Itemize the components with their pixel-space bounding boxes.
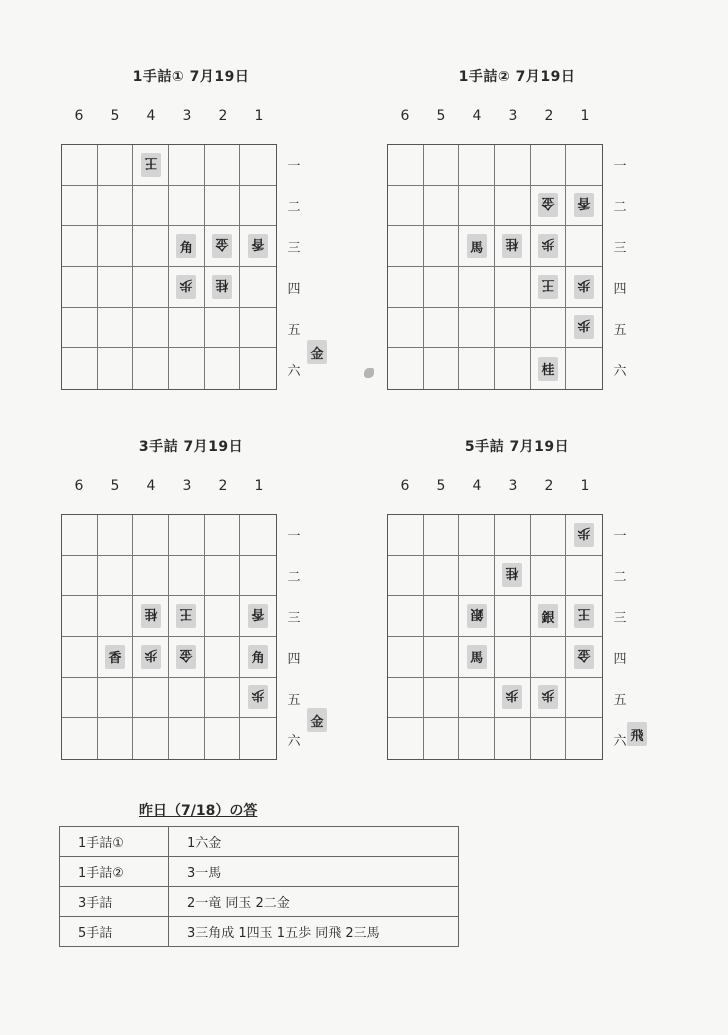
board-square <box>459 515 495 556</box>
board-square <box>169 348 205 389</box>
answer-row <box>60 827 459 857</box>
board-square <box>531 718 567 759</box>
board-square <box>169 308 205 349</box>
shogi-piece: 金 <box>574 645 594 669</box>
board-square <box>169 637 205 678</box>
shogi-piece: 桂 <box>212 275 232 299</box>
board-square <box>424 267 460 308</box>
board-square <box>62 718 98 759</box>
board-square <box>133 515 169 556</box>
answer-row <box>60 917 459 947</box>
board-square <box>495 226 531 267</box>
board-square <box>205 145 241 186</box>
board-square <box>566 348 602 389</box>
board-square <box>531 348 567 389</box>
board-square <box>566 186 602 227</box>
shogi-piece: 銀 <box>467 604 487 628</box>
board-square <box>240 308 276 349</box>
board-square <box>98 267 134 308</box>
board-square <box>62 186 98 227</box>
board-square <box>495 348 531 389</box>
column-number: 3 <box>508 478 518 494</box>
problem-title: 1手詰① 7月19日 <box>132 69 250 85</box>
row-number: 四 <box>613 652 627 667</box>
board-square <box>424 596 460 637</box>
board-square <box>388 678 424 719</box>
shogi-piece: 歩 <box>176 275 196 299</box>
board-square <box>62 596 98 637</box>
answer-moves: 1六金 <box>169 827 459 857</box>
answer-label: 1手詰① <box>60 827 169 857</box>
board-square <box>495 308 531 349</box>
board-square <box>133 556 169 597</box>
board-square <box>133 718 169 759</box>
column-number: 6 <box>74 478 84 494</box>
shogi-piece: 桂 <box>502 234 522 258</box>
board-square <box>240 718 276 759</box>
board-square <box>62 308 98 349</box>
column-number: 1 <box>580 108 590 124</box>
board-square <box>169 515 205 556</box>
board-square <box>205 596 241 637</box>
shogi-piece: 王 <box>141 153 161 177</box>
shogi-piece: 香 <box>248 604 268 628</box>
shogi-piece: 歩 <box>141 645 161 669</box>
board-square <box>531 186 567 227</box>
board-square <box>495 556 531 597</box>
board-square <box>566 267 602 308</box>
board-square <box>240 678 276 719</box>
board-square <box>240 145 276 186</box>
board-square <box>169 556 205 597</box>
board-square <box>388 718 424 759</box>
row-number: 四 <box>287 652 301 667</box>
board-square <box>424 186 460 227</box>
answer-label: 1手詰② <box>60 857 169 887</box>
column-numbers <box>387 108 603 126</box>
answers-table <box>59 826 459 947</box>
row-number: 六 <box>613 364 627 379</box>
board-square <box>424 718 460 759</box>
board-square <box>424 348 460 389</box>
shogi-piece: 桂 <box>538 357 558 381</box>
board-square <box>566 556 602 597</box>
board-square <box>388 308 424 349</box>
board-square <box>240 186 276 227</box>
board-square <box>531 637 567 678</box>
piece-in-hand: 飛 <box>627 722 647 746</box>
board-square <box>531 515 567 556</box>
column-number: 3 <box>508 108 518 124</box>
answer-label: 3手詰 <box>60 887 169 917</box>
board-square <box>205 556 241 597</box>
board-square <box>531 145 567 186</box>
row-number: 二 <box>613 570 627 585</box>
row-number: 四 <box>287 282 301 297</box>
shogi-piece: 銀 <box>538 604 558 628</box>
board-square <box>205 637 241 678</box>
board-square <box>62 637 98 678</box>
board-square <box>169 226 205 267</box>
column-number: 5 <box>110 478 120 494</box>
board-square <box>388 186 424 227</box>
board-square <box>495 637 531 678</box>
row-number: 二 <box>613 200 627 215</box>
board-square <box>459 226 495 267</box>
shogi-piece: 桂 <box>502 563 522 587</box>
shogi-piece: 歩 <box>574 315 594 339</box>
board-square <box>62 226 98 267</box>
board-square <box>424 145 460 186</box>
board-square <box>205 515 241 556</box>
board-square <box>205 348 241 389</box>
board-square <box>169 678 205 719</box>
column-number: 2 <box>544 478 554 494</box>
board-square <box>388 515 424 556</box>
board-square <box>459 267 495 308</box>
board-square <box>566 145 602 186</box>
column-number: 6 <box>400 478 410 494</box>
board-square <box>566 678 602 719</box>
column-numbers <box>61 478 277 496</box>
shogi-piece: 香 <box>574 193 594 217</box>
board-square <box>169 145 205 186</box>
board-square <box>424 308 460 349</box>
row-number: 一 <box>287 529 301 544</box>
board-square <box>133 637 169 678</box>
shogi-piece: 王 <box>176 604 196 628</box>
row-number: 三 <box>613 241 627 256</box>
board-square <box>424 556 460 597</box>
board-square <box>459 556 495 597</box>
board-square <box>388 226 424 267</box>
column-number: 3 <box>182 108 192 124</box>
board-square <box>459 637 495 678</box>
column-number: 4 <box>472 108 482 124</box>
board-square <box>62 515 98 556</box>
board-square <box>388 556 424 597</box>
column-number: 5 <box>436 108 446 124</box>
board-square <box>133 267 169 308</box>
board-square <box>459 718 495 759</box>
board-square <box>240 515 276 556</box>
answer-row <box>60 857 459 887</box>
board-square <box>98 637 134 678</box>
board-square <box>98 145 134 186</box>
row-numbers <box>283 514 305 760</box>
shogi-piece: 桂 <box>141 604 161 628</box>
row-number: 三 <box>613 611 627 626</box>
row-number: 二 <box>287 200 301 215</box>
problem-title: 3手詰 7月19日 <box>138 439 244 455</box>
shogi-piece: 歩 <box>248 685 268 709</box>
row-number: 五 <box>613 323 627 338</box>
board-square <box>566 596 602 637</box>
board-square <box>388 348 424 389</box>
row-number: 三 <box>287 611 301 626</box>
board-square <box>495 596 531 637</box>
shogi-piece: 香 <box>105 645 125 669</box>
shogi-piece: 角 <box>248 645 268 669</box>
board-square <box>531 226 567 267</box>
shogi-piece: 金 <box>212 234 232 258</box>
shogi-piece: 歩 <box>574 523 594 547</box>
board-square <box>205 186 241 227</box>
shogi-piece: 角 <box>176 234 196 258</box>
board-square <box>495 267 531 308</box>
row-number: 六 <box>287 734 301 749</box>
piece-in-hand: 金 <box>307 708 327 732</box>
board-square <box>133 348 169 389</box>
board-square <box>169 596 205 637</box>
board-square <box>424 226 460 267</box>
board-square <box>205 267 241 308</box>
board-square <box>240 226 276 267</box>
row-number: 二 <box>287 570 301 585</box>
board-square <box>388 637 424 678</box>
shogi-piece: 馬 <box>467 645 487 669</box>
answer-moves: 2一竜 同玉 2二金 <box>169 887 459 917</box>
row-number: 一 <box>287 159 301 174</box>
board-square <box>62 348 98 389</box>
problem-title: 1手詰② 7月19日 <box>458 69 576 85</box>
board-square <box>388 145 424 186</box>
column-numbers <box>387 478 603 496</box>
column-number: 1 <box>580 478 590 494</box>
board-square <box>62 145 98 186</box>
answers-title: 昨日（7/18）の答 <box>139 803 258 819</box>
row-number: 五 <box>287 693 301 708</box>
row-numbers <box>609 144 631 390</box>
board-square <box>459 186 495 227</box>
board-square <box>205 678 241 719</box>
problem-title: 5手詰 7月19日 <box>464 439 570 455</box>
board-square <box>495 718 531 759</box>
board-square <box>62 678 98 719</box>
board-square <box>531 678 567 719</box>
board-square <box>205 226 241 267</box>
board-square <box>98 226 134 267</box>
row-number: 一 <box>613 529 627 544</box>
column-number: 4 <box>472 478 482 494</box>
answer-moves: 3一馬 <box>169 857 459 887</box>
board-square <box>98 186 134 227</box>
column-number: 3 <box>182 478 192 494</box>
board-square <box>495 678 531 719</box>
board-square <box>205 308 241 349</box>
shogi-piece: 金 <box>538 193 558 217</box>
column-number: 2 <box>218 478 228 494</box>
column-number: 4 <box>146 478 156 494</box>
row-number: 六 <box>287 364 301 379</box>
board-square <box>424 637 460 678</box>
board-square <box>62 556 98 597</box>
row-number: 五 <box>613 693 627 708</box>
board-square <box>169 718 205 759</box>
row-number: 四 <box>613 282 627 297</box>
board-square <box>240 596 276 637</box>
board-square <box>240 267 276 308</box>
board-square <box>495 186 531 227</box>
board-square <box>240 637 276 678</box>
board-square <box>133 145 169 186</box>
board-square <box>133 596 169 637</box>
shogi-piece: 歩 <box>538 685 558 709</box>
answer-label: 5手詰 <box>60 917 169 947</box>
board-square <box>566 637 602 678</box>
board-square <box>424 678 460 719</box>
board-square <box>424 515 460 556</box>
shogi-piece: 金 <box>176 645 196 669</box>
board-square <box>62 267 98 308</box>
shogi-piece: 歩 <box>538 234 558 258</box>
column-numbers <box>61 108 277 126</box>
board-square <box>98 596 134 637</box>
board-square <box>566 718 602 759</box>
board-square <box>495 145 531 186</box>
shogi-piece: 王 <box>538 275 558 299</box>
column-number: 2 <box>218 108 228 124</box>
column-number: 6 <box>74 108 84 124</box>
board-square <box>169 267 205 308</box>
shogi-piece: 王 <box>574 604 594 628</box>
board-square <box>459 678 495 719</box>
board-square <box>388 596 424 637</box>
row-number: 一 <box>613 159 627 174</box>
board-square <box>566 308 602 349</box>
board-square <box>531 596 567 637</box>
row-number: 六 <box>613 734 627 749</box>
board-square <box>133 678 169 719</box>
column-number: 1 <box>254 478 264 494</box>
column-number: 5 <box>110 108 120 124</box>
answer-moves: 3三角成 1四玉 1五歩 同飛 2三馬 <box>169 917 459 947</box>
answer-row <box>60 887 459 917</box>
shogi-board <box>387 144 603 390</box>
shogi-piece: 馬 <box>467 234 487 258</box>
board-square <box>98 556 134 597</box>
shogi-board <box>61 514 277 760</box>
board-square <box>566 226 602 267</box>
shogi-piece: 歩 <box>502 685 522 709</box>
column-number: 6 <box>400 108 410 124</box>
board-square <box>459 596 495 637</box>
row-number: 五 <box>287 323 301 338</box>
board-square <box>240 556 276 597</box>
board-square <box>133 186 169 227</box>
board-square <box>531 267 567 308</box>
board-square <box>240 348 276 389</box>
board-square <box>98 515 134 556</box>
board-square <box>531 556 567 597</box>
column-number: 1 <box>254 108 264 124</box>
shogi-board <box>387 514 603 760</box>
board-square <box>169 186 205 227</box>
column-number: 4 <box>146 108 156 124</box>
column-number: 5 <box>436 478 446 494</box>
board-square <box>459 145 495 186</box>
board-square <box>98 308 134 349</box>
shogi-piece: 歩 <box>574 275 594 299</box>
board-square <box>459 308 495 349</box>
board-square <box>98 348 134 389</box>
board-square <box>205 718 241 759</box>
row-numbers <box>283 144 305 390</box>
board-square <box>531 308 567 349</box>
row-number: 三 <box>287 241 301 256</box>
board-square <box>495 515 531 556</box>
piece-in-hand: 金 <box>307 340 327 364</box>
paper-smudge <box>364 368 374 378</box>
board-square <box>459 348 495 389</box>
board-square <box>133 226 169 267</box>
column-number: 2 <box>544 108 554 124</box>
board-square <box>566 515 602 556</box>
board-square <box>98 678 134 719</box>
board-square <box>98 718 134 759</box>
shogi-piece: 香 <box>248 234 268 258</box>
board-square <box>388 267 424 308</box>
shogi-board <box>61 144 277 390</box>
board-square <box>133 308 169 349</box>
